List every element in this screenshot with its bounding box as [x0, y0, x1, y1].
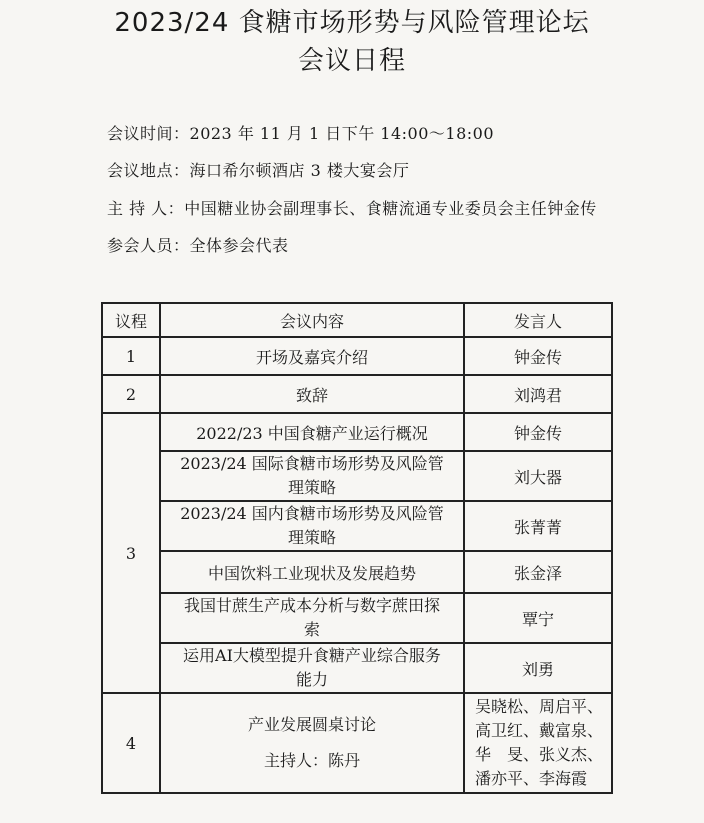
- speaker-line: 高卫红、戴富泉、: [475, 721, 604, 740]
- speaker-line: 吴晓松、周启平、: [475, 697, 604, 716]
- table-row: [102, 501, 612, 551]
- meeting-attendees-label: 参会人员：: [107, 236, 190, 255]
- table-row: [102, 337, 612, 375]
- content-line: 2023/24 国内食糖市场形势及风险管: [180, 504, 444, 523]
- agenda-speaker: 钟金传: [464, 413, 612, 451]
- speaker-line: 潘亦平、李海霞: [475, 769, 588, 788]
- agenda-speaker: 刘鸿君: [464, 375, 612, 413]
- header-speaker: 发言人: [464, 303, 612, 337]
- table-row: [102, 375, 612, 413]
- meeting-place-value: 海口希尔顿酒店 3 楼大宴会厅: [189, 161, 410, 180]
- table-row: [102, 593, 612, 643]
- document-title: 2023/24 食糖市场形势与风险管理论坛: [114, 8, 590, 38]
- agenda-content: [160, 593, 464, 643]
- meeting-place: [107, 158, 409, 181]
- content-line: 理策略: [287, 528, 336, 547]
- meeting-place-label: 会议地点：: [107, 161, 190, 180]
- agenda-content: [160, 693, 464, 793]
- meeting-attendees-value: 全体参会代表: [189, 236, 289, 255]
- agenda-content: [160, 501, 464, 551]
- table-row: [102, 693, 612, 793]
- meeting-host: [107, 196, 597, 219]
- agenda-content: [160, 451, 464, 501]
- agenda-content: 致辞: [160, 375, 464, 413]
- meeting-time: [107, 121, 494, 144]
- meeting-time-label: 会议时间：: [107, 124, 190, 143]
- meeting-time-value: 2023 年 11 月 1 日下午 14:00～18:00: [189, 124, 495, 143]
- header-agenda-no: 议程: [102, 303, 160, 337]
- document-subtitle: 会议日程: [297, 46, 406, 76]
- meeting-host-value: 中国糖业协会副理事长、食糖流通专业委员会主任钟金传: [184, 199, 597, 218]
- agenda-no: 2: [102, 375, 160, 413]
- content-line: 能力: [295, 670, 328, 689]
- content-line: 理策略: [287, 478, 336, 497]
- table-header-row: [102, 303, 612, 337]
- table-row: [102, 551, 612, 593]
- meeting-host-label: 主 持 人：: [107, 199, 185, 218]
- meeting-attendees: [107, 233, 289, 256]
- agenda-speaker: 张菁菁: [464, 501, 612, 551]
- agenda-speaker: 张金泽: [464, 551, 612, 593]
- agenda-speaker: 覃宁: [464, 593, 612, 643]
- table-row: [102, 643, 612, 693]
- agenda-content: 2022/23 中国食糖产业运行概况: [160, 413, 464, 451]
- roundtable-moderator: 主持人：陈丹: [263, 751, 360, 770]
- table-row: [102, 413, 612, 451]
- agenda-speaker: 刘大器: [464, 451, 612, 501]
- content-line: 2023/24 国际食糖市场形势及风险管: [180, 454, 444, 473]
- agenda-no: 3: [102, 413, 160, 693]
- content-line: 索: [303, 620, 320, 639]
- speaker-line: 华 旻、张义杰、: [475, 745, 604, 764]
- agenda-content: 中国饮料工业现状及发展趋势: [160, 551, 464, 593]
- content-line: 我国甘蔗生产成本分析与数字蔗田探: [183, 596, 440, 615]
- header-content: 会议内容: [160, 303, 464, 337]
- agenda-speaker: 刘勇: [464, 643, 612, 693]
- agenda-no: 4: [102, 693, 160, 793]
- agenda-no: 1: [102, 337, 160, 375]
- agenda-content: [160, 643, 464, 693]
- roundtable-title: 产业发展圆桌讨论: [247, 715, 376, 734]
- content-line: 运用AI大模型提升食糖产业综合服务: [183, 646, 441, 665]
- agenda-table: [101, 302, 613, 794]
- table-row: [102, 451, 612, 501]
- roundtable-speakers: [464, 693, 612, 793]
- agenda-speaker: 钟金传: [464, 337, 612, 375]
- agenda-content: 开场及嘉宾介绍: [160, 337, 464, 375]
